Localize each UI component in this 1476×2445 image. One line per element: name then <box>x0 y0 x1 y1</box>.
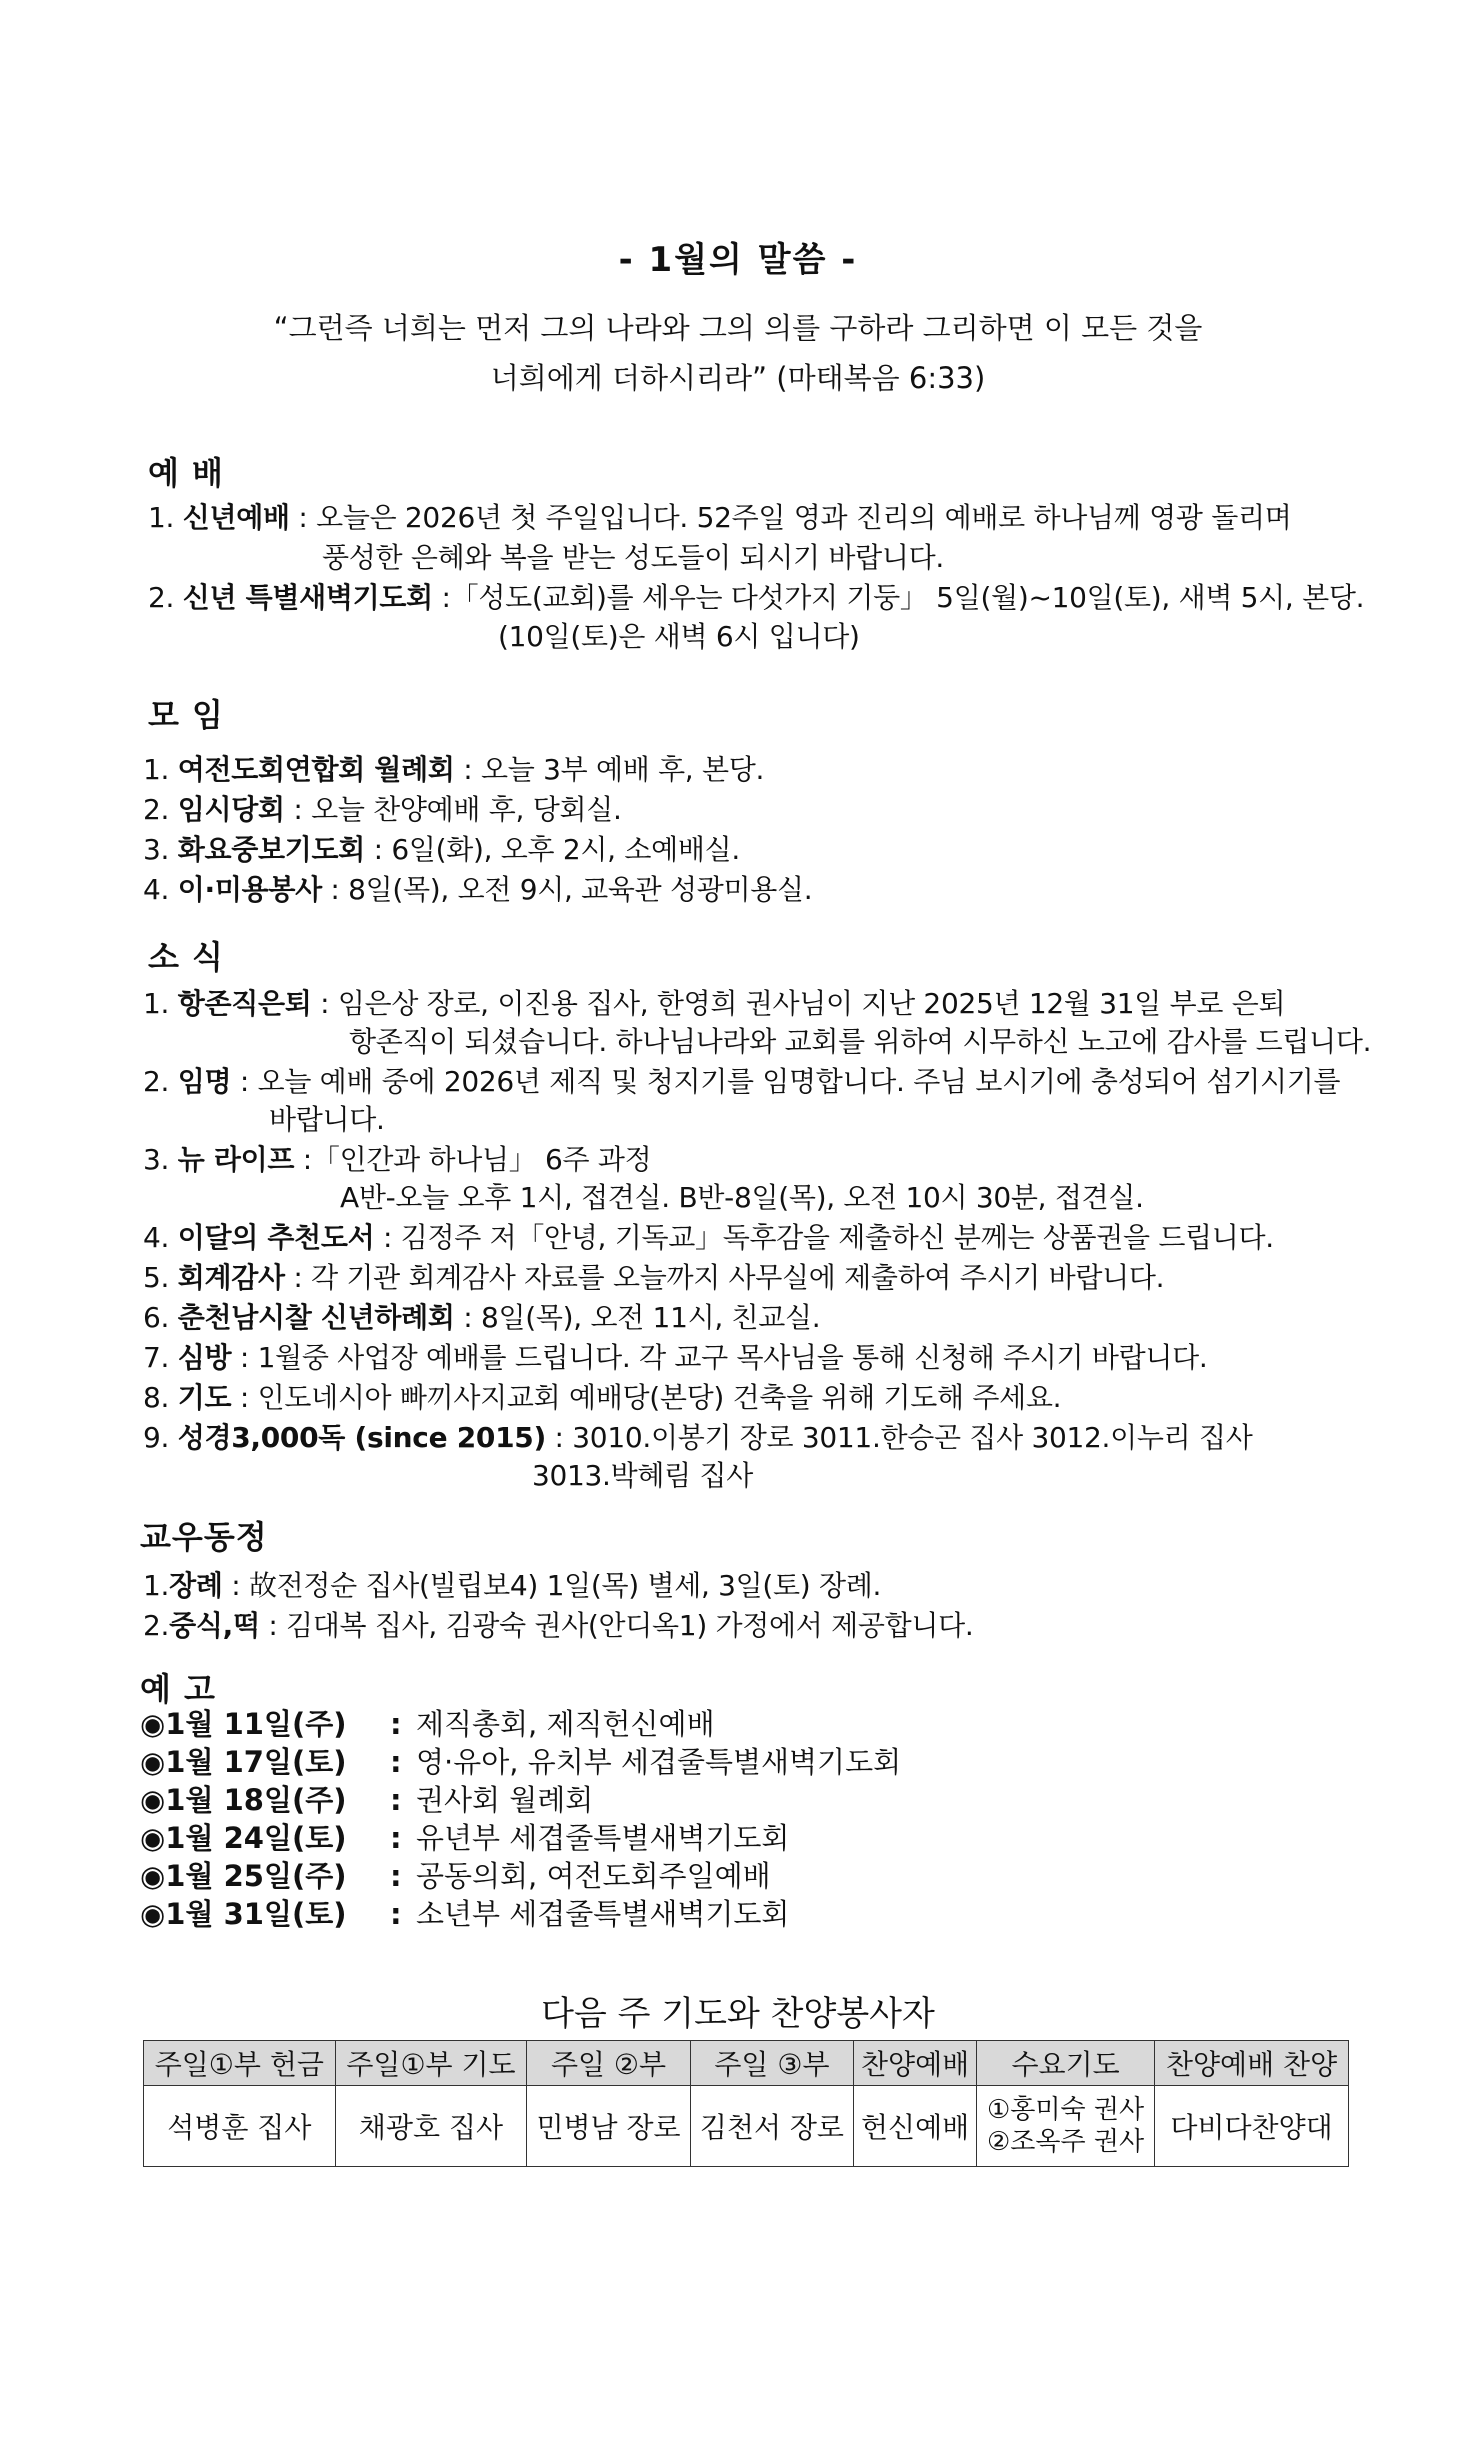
news-item-1: 1. 항존직은퇴 : 임은상 장로, 이진용 집사, 한영희 권사님이 지난 2025년 12월 31일 부로 은퇴 <box>143 987 1286 1020</box>
meetings-item-3: 3. 화요중보기도회 : 6일(화), 오후 2시, 소예배실. <box>143 833 740 866</box>
worship-item-2: 2. 신년 특별새벽기도회 :「성도(교회)를 세우는 다섯가지 기둥」 5일(월)~10일(토), 새벽 5시, 본당. <box>148 581 1365 614</box>
meetings-item-4: 4. 이·미용봉사 : 8일(목), 오전 9시, 교육관 성광미용실. <box>143 873 813 906</box>
service-table-header: 주일 ③부 <box>690 2041 853 2086</box>
announcement-item: ◉1월 18일(주) : 권사회 월례회 <box>140 1783 594 1817</box>
service-table-row <box>144 2086 1349 2167</box>
announcements-heading: 예 고 <box>140 1670 216 1708</box>
news-item-4: 4. 이달의 추천도서 : 김정주 저「안녕, 기독교」독후감을 제출하신 분께는 상품권을 드립니다. <box>143 1221 1274 1254</box>
worship-item-1: 1. 신년예배 : 오늘은 2026년 첫 주일입니다. 52주일 영과 진리의 예배로 하나님께 영광 돌리며 <box>148 501 1292 534</box>
worship-item-2-cont: (10일(토)은 새벽 6시 입니다) <box>498 620 860 653</box>
service-table-title: 다음 주 기도와 찬양봉사자 <box>541 1994 935 2034</box>
announcement-item: ◉1월 25일(주) : 공동의회, 여전도회주일예배 <box>140 1859 771 1893</box>
news-item-9: 9. 성경3,000독 (since 2015) : 3010.이봉기 장로 3011.한승곤 집사 3012.이누리 집사 <box>143 1421 1253 1454</box>
news-item-3: 3. 뉴 라이프 :「인간과 하나님」 6주 과정 <box>143 1143 652 1176</box>
service-table-cell: 채광호 집사 <box>335 2086 527 2167</box>
news-item-2-cont: 바랍니다. <box>269 1103 385 1136</box>
members-heading: 교우동정 <box>140 1518 268 1556</box>
members-item-2: 2.중식,떡 : 김대복 집사, 김광숙 권사(안디옥1) 가정에서 제공합니다. <box>143 1609 974 1642</box>
wednesday-prayer-1: ①홍미숙 권사 <box>987 2095 1145 2125</box>
service-table-header-row <box>144 2041 1349 2086</box>
announcement-item: ◉1월 11일(주) : 제직총회, 제직헌신예배 <box>140 1707 715 1741</box>
verse-line-1: “그런즉 너희는 먼저 그의 나라와 그의 의를 구하라 그리하면 이 모든 것을 <box>273 311 1203 345</box>
worship-item-1-cont: 풍성한 은혜와 복을 받는 성도들이 되시기 바랍니다. <box>322 541 944 574</box>
news-heading: 소 식 <box>148 938 224 976</box>
meetings-heading: 모 임 <box>148 696 224 734</box>
service-table-header: 찬양예배 찬양 <box>1155 2041 1349 2086</box>
announcement-item: ◉1월 17일(토) : 영·유아, 유치부 세겹줄특별새벽기도회 <box>140 1745 902 1779</box>
meetings-item-1: 1. 여전도회연합회 월례회 : 오늘 3부 예배 후, 본당. <box>143 753 765 786</box>
news-item-3-cont: A반-오늘 오후 1시, 접견실. B반-8일(목), 오전 10시 30분, 접견실. <box>340 1181 1144 1214</box>
service-table-header: 수요기도 <box>977 2041 1155 2086</box>
news-item-7: 7. 심방 : 1월중 사업장 예배를 드립니다. 각 교구 목사님을 통해 신청해 주시기 바랍니다. <box>143 1341 1208 1374</box>
service-table-cell: 김천서 장로 <box>690 2086 853 2167</box>
page-title: - 1월의 말씀 - <box>618 240 858 280</box>
news-item-2: 2. 임명 : 오늘 예배 중에 2026년 제직 및 청지기를 임명합니다. 주님 보시기에 충성되어 섬기시기를 <box>143 1065 1341 1098</box>
news-item-1-cont: 항존직이 되셨습니다. 하나님나라와 교회를 위하여 시무하신 노고에 감사를 드립니다. <box>349 1025 1372 1058</box>
service-table-cell: 석병훈 집사 <box>144 2086 336 2167</box>
service-table-header: 주일①부 헌금 <box>144 2041 336 2086</box>
news-item-8: 8. 기도 : 인도네시아 빠끼사지교회 예배당(본당) 건축을 위해 기도해 주세요. <box>143 1381 1062 1414</box>
service-table-cell: 민병남 장로 <box>527 2086 690 2167</box>
worship-heading: 예 배 <box>148 454 224 492</box>
service-table-header: 주일①부 기도 <box>335 2041 527 2086</box>
wednesday-prayer-2: ②조옥주 권사 <box>987 2127 1145 2157</box>
service-table-cell: 헌신예배 <box>854 2086 977 2167</box>
meetings-item-2: 2. 임시당회 : 오늘 찬양예배 후, 당회실. <box>143 793 622 826</box>
news-item-6: 6. 춘천남시찰 신년하례회 : 8일(목), 오전 11시, 친교실. <box>143 1301 821 1334</box>
news-item-5: 5. 회계감사 : 각 기관 회계감사 자료를 오늘까지 사무실에 제출하여 주시기 바랍니다. <box>143 1261 1165 1294</box>
service-table <box>143 2040 1349 2167</box>
service-table-cell-wednesday <box>977 2086 1155 2167</box>
service-table-header: 주일 ②부 <box>527 2041 690 2086</box>
announcement-item: ◉1월 31일(토) : 소년부 세겹줄특별새벽기도회 <box>140 1897 790 1931</box>
members-item-1: 1.장례 : 故전정순 집사(빌립보4) 1일(목) 별세, 3일(토) 장례. <box>143 1569 882 1602</box>
service-table-header: 찬양예배 <box>854 2041 977 2086</box>
verse-line-2: 너희에게 더하시리라” (마태복음 6:33) <box>490 361 986 395</box>
news-item-9-cont: 3013.박혜림 집사 <box>532 1459 753 1492</box>
service-table-cell: 다비다찬양대 <box>1155 2086 1349 2167</box>
announcement-item: ◉1월 24일(토) : 유년부 세겹줄특별새벽기도회 <box>140 1821 790 1855</box>
